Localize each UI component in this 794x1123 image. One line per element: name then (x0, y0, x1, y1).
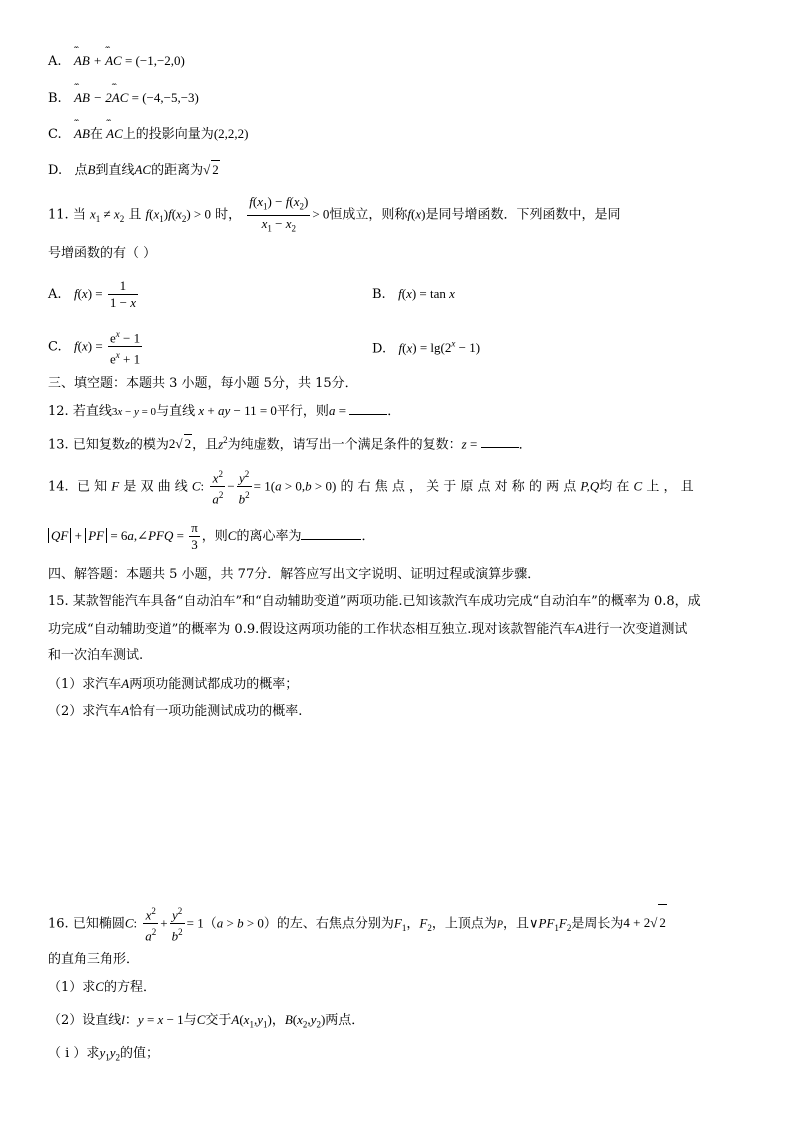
q14-line2: QF + PF = 6a,∠PFQ = $\frac{\pi}{3}$ ，则C的离心率为 ． (48, 518, 375, 555)
q11-option-a: A. f(x) = $\frac{1}{1 - x}$ (48, 278, 136, 310)
q11-option-d: D. $f(x) = \lg(2^x - 1)$ (372, 339, 481, 357)
q14-line1: 14. 已 知 F 是 双 曲 线 C: $\frac{x^2}{a^2}$ − $\frac{y^2}{b^2}$ = 1(a > 0,b > 0) 的 右 焦 点 ， 关 于 原 点 对 称 的 两 点 P,Q均 在 C 上 ， 且 (48, 466, 694, 508)
q16-line2: 的直角三角形． (48, 952, 140, 967)
q15-line1: 15. 某款智能汽车具备“自动泊车”和“自动辅助变道”两项功能.已知该款汽车成功完成“自动泊车”的概率为 0.8，成 (48, 594, 701, 609)
q16-sub-i: （ i ）求$y_1y_2$的值； (48, 1045, 160, 1063)
q10-option-b: B. ˆˆ AB − 2ˆˆ AC = (−4,−5,−3) (48, 89, 199, 108)
triangle-icon: ∨ (528, 915, 539, 931)
q16-line1: 16. 已知椭圆C: $\frac{x^2}{a^2}$ + $\frac{y^2}{b^2}$ = 1（a > b > 0）的左、右焦点分别为$F_1$，$F_2$，上顶点为P，且$\vee PF_1F_2$是周长为4 + 2√ 2 (48, 903, 667, 946)
q11-stem: 11. 当 $x_1 \ne x_2$ 且 $f(x_1)f(x_2) > 0$ 时， $\frac{f(x_1) - f(x_2)}{x_1 - x_2}$ > 0恒成立，则称f(x)是同号增函数．下列函数中，是同 (48, 194, 621, 237)
q13: 13. 已知复数z的模为2√ 2，且$z^2$为纯虚数，请写出一个满足条件的复数：z = ． (48, 435, 532, 453)
q10-option-c: C. ˆˆ AB在 ˆˆ AC上的投影向量为(2,2,2) (48, 125, 248, 144)
section-4-heading: 四、解答题：本题共 5 小题，共 77分．解答应写出文字说明、证明过程或演算步骤． (48, 567, 541, 582)
q10-option-a: A. ˆˆ AB + ˆˆ AC = (−1,−2,0) (48, 52, 185, 71)
q15-sub1: （1）求汽车A两项功能测试都成功的概率； (48, 676, 299, 692)
q15-line3: 和一次泊车测试. (48, 648, 144, 663)
q15-sub2: （2）求汽车A恰有一项功能测试成功的概率. (48, 703, 303, 719)
q15-line2: 功完成“自动辅助变道”的概率为 0.9.假设这两项功能的工作状态相互独立.现对该款智能汽车A进行一次变道测试 (48, 621, 688, 637)
q11-option-b: B. f(x) = tan x (372, 286, 455, 302)
q10-option-d: D. 点B到直线AC的距离为√ 2 (48, 162, 219, 178)
q16-sub1: （1）求C的方程． (48, 979, 156, 995)
q16-sub2: （2）设直线l：y = x − 1与C交于$A(x_1,y_1)$，$B(x_2,y_2)$两点． (48, 1012, 365, 1030)
section-3-heading: 三、填空题：本题共 3 小题，每小题 5分，共 15分． (48, 376, 358, 391)
q12: 12. 若直线3x − y = 0与直线 x + ay − 11 = 0平行，则a = ． (48, 403, 401, 419)
q11-option-c: C. f(x) = $\frac{e^x - 1}{e^x + 1}$ (48, 326, 144, 368)
q11-line2: 号增函数的有（ ） (48, 246, 157, 261)
q11-fraction: $\frac{f(x_1) - f(x_2)}{x_1 - x_2}$ (249, 194, 309, 234)
